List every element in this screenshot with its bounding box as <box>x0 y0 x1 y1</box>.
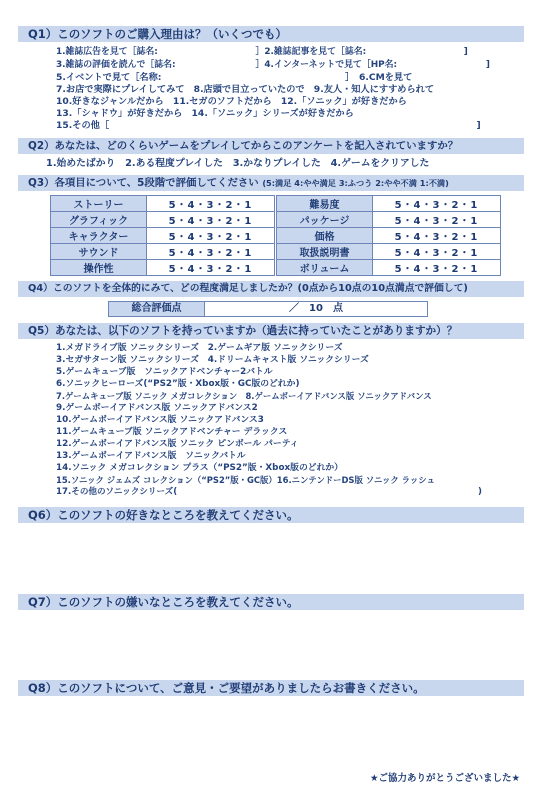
q5-line-3[interactable]: 5.ゲームキューブ版 ソニックアドベンチャー2バトル <box>56 367 273 377</box>
q3-item-difficulty: 難易度 <box>277 196 373 212</box>
q3-scale-sound[interactable]: 5・4・3・2・1 <box>147 244 275 260</box>
q5-line-5[interactable]: 7.ゲームキューブ版 ソニック メガコレクション 8.ゲームボーイアドバンス版 ソニックアドバンス <box>56 391 432 401</box>
q7-header: Q7）このソフトの嫌いなところを教えてください。 <box>18 594 524 610</box>
q6-answer-area[interactable] <box>18 525 524 590</box>
q3-scale-volume[interactable]: 5・4・3・2・1 <box>373 260 501 276</box>
q4-overall-score-box <box>108 301 428 317</box>
q5-header: Q5）あなたは、以下のソフトを持っていますか（過去に持っていたことがありますか）？ <box>18 323 524 339</box>
q3-scale-difficulty[interactable]: 5・4・3・2・1 <box>373 196 501 212</box>
q1-header: Q1）このソフトのご購入理由は？（いくつでも） <box>18 26 524 42</box>
q6-header: Q6）このソフトの好きなところを教えてください。 <box>18 507 524 523</box>
q3-item-story: ストーリー <box>51 196 147 212</box>
q3-scale-price[interactable]: 5・4・3・2・1 <box>373 228 501 244</box>
q8-header: Q8）このソフトについて、ご意見・ご要望がありましたらお書きください。 <box>18 680 524 696</box>
q3-scale-manual[interactable]: 5・4・3・2・1 <box>373 244 501 260</box>
q3-scale-graphic[interactable]: 5・4・3・2・1 <box>147 212 275 228</box>
q1-line-4[interactable]: 7.お店で実際にプレイしてみて 8.店頭で目立っていたので 9.友人・知人にすすめられて <box>56 84 435 95</box>
q3-item-graphic: グラフィック <box>51 212 147 228</box>
q3-table-left <box>50 195 275 276</box>
q3-scale-character[interactable]: 5・4・3・2・1 <box>147 228 275 244</box>
q1-line-6[interactable]: 13.「シャドウ」が好きだから 14.「ソニック」シリーズが好きだから <box>56 108 354 119</box>
q5-line-8[interactable]: 11.ゲームキューブ版 ソニックアドベンチャー デラックス <box>56 427 288 437</box>
q3-item-package: パッケージ <box>277 212 373 228</box>
q3-item-control: 操作性 <box>51 260 147 276</box>
q5-line-7[interactable]: 10.ゲームボーイアドバンス版 ソニックアドバンス3 <box>56 415 264 425</box>
q3-scale-control[interactable]: 5・4・3・2・1 <box>147 260 275 276</box>
thanks-message: ★ご協力ありがとうございました★ <box>369 773 520 784</box>
q1-line-7[interactable]: 15.その他［ ] <box>56 120 481 131</box>
q5-line-1[interactable]: 1.メガドライブ版 ソニックシリーズ 2.ゲームギア版 ソニックシリーズ <box>56 343 343 353</box>
q3-scale-package[interactable]: 5・4・3・2・1 <box>373 212 501 228</box>
q3-scale-story[interactable]: 5・4・3・2・1 <box>147 196 275 212</box>
q2-options[interactable]: 1.始めたばかり 2.ある程度プレイした 3.かなりプレイした 4.ゲームをクリアした <box>46 158 430 169</box>
q7-answer-area[interactable] <box>18 612 524 678</box>
q3-title: Q3）各項目について、5段階で評価してください <box>28 177 259 189</box>
q3-table-right <box>276 195 501 276</box>
q5-line-12[interactable]: 15.ソニック ジェムズ コレクション（“PS2”版・GC版）16.ニンテンドーDS版 ソニック ラッシュ <box>56 475 435 485</box>
q4-overall-score-field[interactable]: ／ 10 点 <box>289 303 343 314</box>
q3-item-sound: サウンド <box>51 244 147 260</box>
q3-item-manual: 取扱説明書 <box>277 244 373 260</box>
q1-line-2[interactable]: 3.雑誌の評価を読んで［誌名: ］4.インターネットで見て［HP名: ] <box>56 60 490 70</box>
q1-line-5[interactable]: 10.好きなジャンルだから 11.セガのソフトだから 12.「ソニック」が好きだから <box>56 96 407 107</box>
q5-line-11[interactable]: 14.ソニック メガコレクション プラス（“PS2”版・Xbox版のどれか） <box>56 463 343 473</box>
q3-legend: (5:満足 4:やや満足 3:ふつう 2:やや不満 1:不満) <box>262 178 449 188</box>
q3-header <box>18 175 524 191</box>
q3-item-character: キャラクター <box>51 228 147 244</box>
q5-line-10[interactable]: 13.ゲームボーイアドバンス版 ソニックバトル <box>56 451 246 461</box>
q5-line-9[interactable]: 12.ゲームボーイアドバンス版 ソニック ピンボール パーティ <box>56 439 299 449</box>
q5-line-13[interactable]: 17.その他のソニックシリーズ( ) <box>56 487 482 497</box>
q1-line-1[interactable]: 1.雑誌広告を見て［誌名: ］2.雑誌記事を見て［誌名: ] <box>56 47 468 57</box>
q4-header: Q4）このソフトを全体的にみて、どの程度満足しましたか？(0点から10点の10点満点で評価して) <box>18 281 524 297</box>
q2-header: Q2）あなたは、どのくらいゲームをプレイしてからこのアンケートを記入されていますか？ <box>18 138 524 154</box>
q3-item-price: 価格 <box>277 228 373 244</box>
q4-overall-label: 総合評価点 <box>109 302 205 316</box>
q8-answer-area[interactable] <box>18 698 524 764</box>
q5-line-2[interactable]: 3.セガサターン版 ソニックシリーズ 4.ドリームキャスト版 ソニックシリーズ <box>56 355 369 365</box>
q1-line-3[interactable]: 5.イベントで見て［名称: ］ 6.CMを見て <box>56 72 413 83</box>
q5-line-4[interactable]: 6.ソニックヒーローズ(“PS2”版・Xbox版・GC版のどれか) <box>56 379 300 389</box>
q3-item-volume: ボリューム <box>277 260 373 276</box>
q5-line-6[interactable]: 9.ゲームボーイアドバンス版 ソニックアドバンス2 <box>56 403 258 413</box>
